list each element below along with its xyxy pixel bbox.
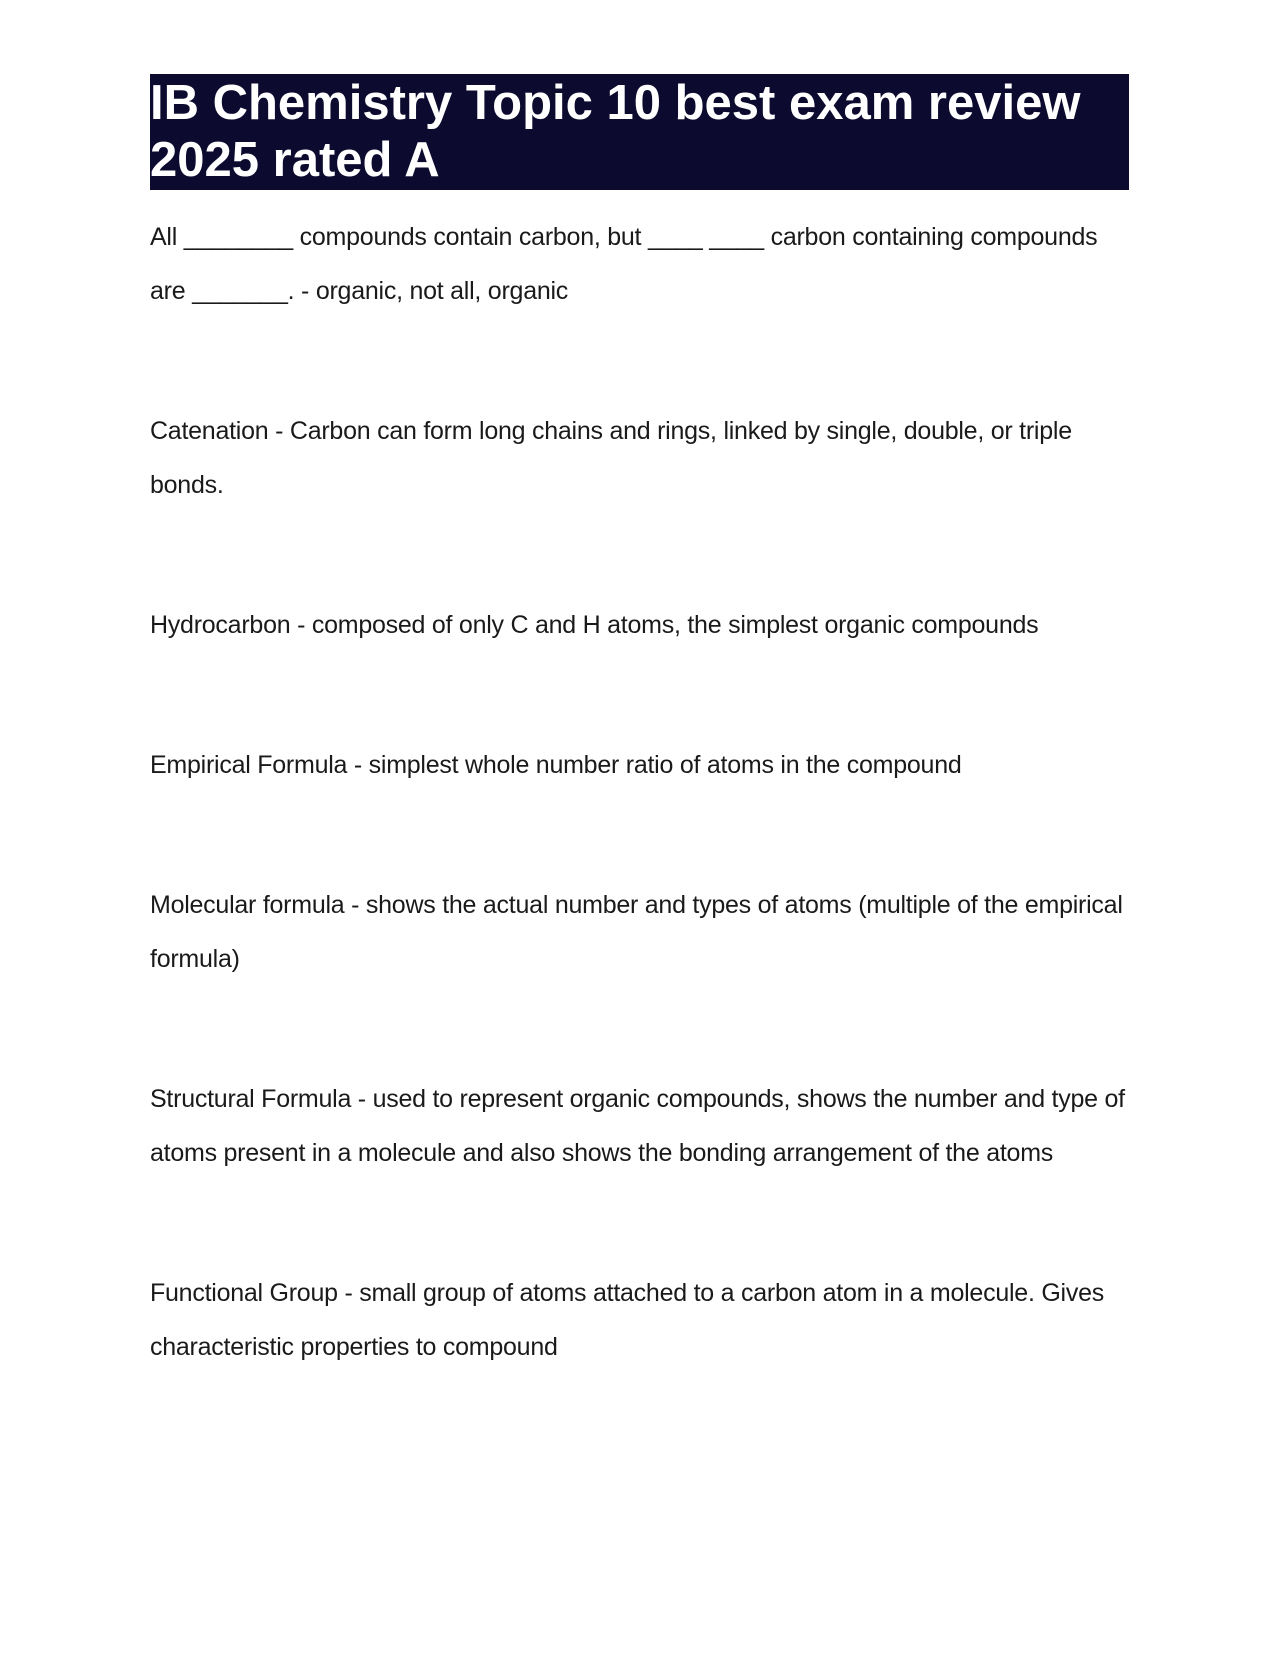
entry-hydrocarbon: Hydrocarbon - composed of only C and H atoms, the simplest organic compounds <box>150 611 1039 639</box>
title-banner <box>150 74 1129 190</box>
entry-structural-formula: Structural Formula - used to represent organic compounds, shows the number and type of atoms present in a molecule and also shows the bonding arrangement of the atoms <box>150 1085 1125 1167</box>
entry-molecular-formula: Molecular formula - shows the actual number and types of atoms (multiple of the empirical formula) <box>150 891 1123 973</box>
document-title: IB Chemistry Topic 10 best exam review 2025 rated A <box>150 76 1081 187</box>
entry-organic-compounds: All ________ compounds contain carbon, but ____ ____ carbon containing compounds are _______. - organic, not all, organic <box>150 223 1098 305</box>
entry-catenation: Catenation - Carbon can form long chains and rings, linked by single, double, or triple bonds. <box>150 417 1072 499</box>
entry-functional-group: Functional Group - small group of atoms attached to a carbon atom in a molecule. Gives characteristic properties to compound <box>150 1279 1104 1361</box>
document-body <box>150 210 1135 1374</box>
entry-empirical-formula: Empirical Formula - simplest whole number ratio of atoms in the compound <box>150 751 962 779</box>
